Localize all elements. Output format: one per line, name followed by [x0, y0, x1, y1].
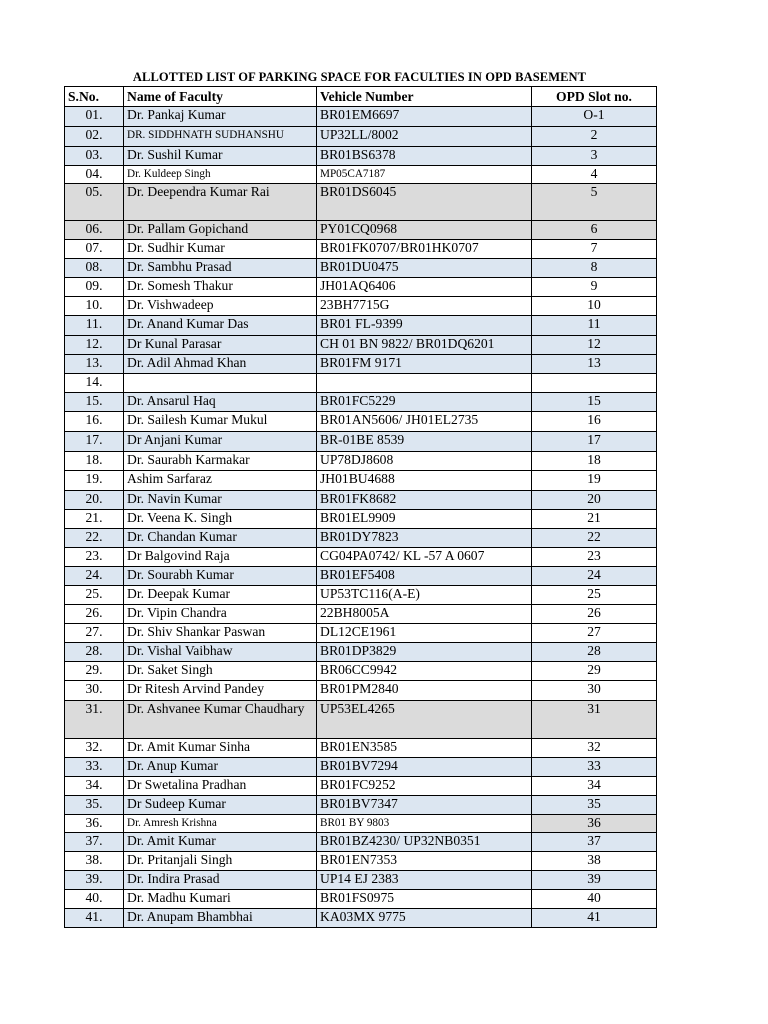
- cell-name: Dr. Sushil Kumar: [124, 147, 317, 166]
- table-row: [65, 221, 657, 240]
- cell-slot: 32: [532, 739, 657, 758]
- cell-name: Dr. Chandan Kumar: [124, 529, 317, 548]
- cell-slot: 5: [532, 184, 657, 221]
- cell-slot: 16: [532, 412, 657, 432]
- cell-sno: 15.: [65, 393, 124, 412]
- table-row: [65, 432, 657, 452]
- cell-sno: 39.: [65, 871, 124, 890]
- cell-sno: 25.: [65, 586, 124, 605]
- cell-name: Dr. Saurabh Karmakar: [124, 452, 317, 471]
- table-row: [65, 796, 657, 815]
- cell-slot: 19: [532, 471, 657, 491]
- cell-name: Dr. Vishwadeep: [124, 297, 317, 316]
- cell-sno: 12.: [65, 336, 124, 355]
- cell-name: Dr. Vishal Vaibhaw: [124, 643, 317, 662]
- cell-name: [124, 374, 317, 393]
- cell-vehicle: BR01 FL-9399: [317, 316, 532, 336]
- cell-name: DR. SIDDHNATH SUDHANSHU: [124, 127, 317, 147]
- cell-name: Dr. Somesh Thakur: [124, 278, 317, 297]
- table-row: [65, 890, 657, 909]
- table-row: [65, 107, 657, 127]
- cell-sno: 10.: [65, 297, 124, 316]
- cell-name: Dr. Sudhir Kumar: [124, 240, 317, 259]
- cell-sno: 30.: [65, 681, 124, 701]
- cell-vehicle: BR01DP3829: [317, 643, 532, 662]
- cell-vehicle: UP78DJ8608: [317, 452, 532, 471]
- header-slot: OPD Slot no.: [532, 87, 657, 107]
- table-row: [65, 624, 657, 643]
- table-row: [65, 491, 657, 510]
- cell-sno: 29.: [65, 662, 124, 681]
- cell-vehicle: DL12CE1961: [317, 624, 532, 643]
- cell-vehicle: UP32LL/8002: [317, 127, 532, 147]
- table-row: [65, 278, 657, 297]
- cell-sno: 08.: [65, 259, 124, 278]
- cell-vehicle: BR01FK0707/BR01HK0707: [317, 240, 532, 259]
- header-vehicle: Vehicle Number: [317, 87, 532, 107]
- cell-vehicle: 22BH8005A: [317, 605, 532, 624]
- table-row: [65, 852, 657, 871]
- cell-vehicle: BR-01BE 8539: [317, 432, 532, 452]
- cell-slot: 17: [532, 432, 657, 452]
- cell-sno: 03.: [65, 147, 124, 166]
- cell-sno: 33.: [65, 758, 124, 777]
- cell-sno: 06.: [65, 221, 124, 240]
- cell-slot: [532, 374, 657, 393]
- cell-vehicle: BR01EM6697: [317, 107, 532, 127]
- cell-slot: 7: [532, 240, 657, 259]
- cell-slot: 4: [532, 166, 657, 184]
- cell-slot: 13: [532, 355, 657, 374]
- cell-vehicle: BR01BV7347: [317, 796, 532, 815]
- cell-sno: 32.: [65, 739, 124, 758]
- cell-name: Ashim Sarfaraz: [124, 471, 317, 491]
- cell-sno: 09.: [65, 278, 124, 297]
- cell-name: Dr. Anup Kumar: [124, 758, 317, 777]
- cell-name: Dr Anjani Kumar: [124, 432, 317, 452]
- cell-name: Dr. Saket Singh: [124, 662, 317, 681]
- cell-name: Dr Kunal Parasar: [124, 336, 317, 355]
- cell-sno: 40.: [65, 890, 124, 909]
- cell-slot: 10: [532, 297, 657, 316]
- table-row: [65, 166, 657, 184]
- cell-name: Dr Sudeep Kumar: [124, 796, 317, 815]
- table-row: [65, 316, 657, 336]
- cell-sno: 05.: [65, 184, 124, 221]
- cell-vehicle: UP53TC116(A-E): [317, 586, 532, 605]
- cell-name: Dr. Veena K. Singh: [124, 510, 317, 529]
- table-row: [65, 586, 657, 605]
- cell-slot: 15: [532, 393, 657, 412]
- cell-slot: 20: [532, 491, 657, 510]
- cell-vehicle: BR01BV7294: [317, 758, 532, 777]
- cell-sno: 13.: [65, 355, 124, 374]
- cell-slot: 28: [532, 643, 657, 662]
- table-row: [65, 758, 657, 777]
- cell-sno: 26.: [65, 605, 124, 624]
- cell-sno: 27.: [65, 624, 124, 643]
- cell-name: Dr. Pallam Gopichand: [124, 221, 317, 240]
- cell-sno: 41.: [65, 909, 124, 928]
- cell-vehicle: BR01DY7823: [317, 529, 532, 548]
- table-row: [65, 147, 657, 166]
- table-row: [65, 548, 657, 567]
- cell-sno: 37.: [65, 833, 124, 852]
- cell-sno: 17.: [65, 432, 124, 452]
- cell-slot: 23: [532, 548, 657, 567]
- table-row: [65, 662, 657, 681]
- cell-vehicle: BR06CC9942: [317, 662, 532, 681]
- table-row: [65, 452, 657, 471]
- cell-slot: 11: [532, 316, 657, 336]
- cell-slot: 8: [532, 259, 657, 278]
- cell-sno: 36.: [65, 815, 124, 833]
- header-row: [65, 87, 657, 107]
- cell-slot: 3: [532, 147, 657, 166]
- cell-vehicle: PY01CQ0968: [317, 221, 532, 240]
- cell-name: Dr. Kuldeep Singh: [124, 166, 317, 184]
- table-row: [65, 529, 657, 548]
- table-row: [65, 681, 657, 701]
- cell-name: Dr. Ashvanee Kumar Chaudhary: [124, 701, 317, 739]
- cell-sno: 18.: [65, 452, 124, 471]
- cell-name: Dr. Anupam Bhambhai: [124, 909, 317, 928]
- cell-vehicle: BR01FS0975: [317, 890, 532, 909]
- table-row: [65, 510, 657, 529]
- cell-slot: 12: [532, 336, 657, 355]
- table-row: [65, 127, 657, 147]
- cell-name: Dr. Vipin Chandra: [124, 605, 317, 624]
- cell-vehicle: [317, 374, 532, 393]
- table-row: [65, 871, 657, 890]
- cell-vehicle: KA03MX 9775: [317, 909, 532, 928]
- cell-sno: 07.: [65, 240, 124, 259]
- cell-slot: 22: [532, 529, 657, 548]
- cell-name: Dr. Navin Kumar: [124, 491, 317, 510]
- table-row: [65, 259, 657, 278]
- table-row: [65, 471, 657, 491]
- cell-sno: 11.: [65, 316, 124, 336]
- cell-slot: 27: [532, 624, 657, 643]
- cell-slot: O-1: [532, 107, 657, 127]
- cell-vehicle: BR01PM2840: [317, 681, 532, 701]
- cell-slot: 31: [532, 701, 657, 739]
- cell-vehicle: UP14 EJ 2383: [317, 871, 532, 890]
- cell-slot: 2: [532, 127, 657, 147]
- cell-name: Dr. Shiv Shankar Paswan: [124, 624, 317, 643]
- cell-slot: 36: [532, 815, 657, 833]
- cell-vehicle: BR01FM 9171: [317, 355, 532, 374]
- cell-sno: 21.: [65, 510, 124, 529]
- header-sno: S.No.: [65, 87, 124, 107]
- cell-slot: 40: [532, 890, 657, 909]
- cell-vehicle: BR01DS6045: [317, 184, 532, 221]
- cell-name: Dr. Ansarul Haq: [124, 393, 317, 412]
- cell-name: Dr. Amit Kumar Sinha: [124, 739, 317, 758]
- cell-slot: 25: [532, 586, 657, 605]
- cell-sno: 34.: [65, 777, 124, 796]
- table-row: [65, 355, 657, 374]
- table-row: [65, 701, 657, 739]
- cell-name: Dr. Anand Kumar Das: [124, 316, 317, 336]
- cell-slot: 34: [532, 777, 657, 796]
- cell-vehicle: MP05CA7187: [317, 166, 532, 184]
- document-title: ALLOTTED LIST OF PARKING SPACE FOR FACULTIES IN OPD BASEMENT: [132, 70, 587, 84]
- cell-sno: 38.: [65, 852, 124, 871]
- cell-name: Dr. Amresh Krishna: [124, 815, 317, 833]
- cell-vehicle: BR01BZ4230/ UP32NB0351: [317, 833, 532, 852]
- table-row: [65, 815, 657, 833]
- cell-sno: 23.: [65, 548, 124, 567]
- cell-slot: 6: [532, 221, 657, 240]
- cell-slot: 18: [532, 452, 657, 471]
- cell-sno: 22.: [65, 529, 124, 548]
- table-row: [65, 605, 657, 624]
- header-name: Name of Faculty: [124, 87, 317, 107]
- cell-vehicle: CG04PA0742/ KL -57 A 0607: [317, 548, 532, 567]
- table-row: [65, 393, 657, 412]
- cell-sno: 14.: [65, 374, 124, 393]
- cell-slot: 37: [532, 833, 657, 852]
- cell-vehicle: JH01AQ6406: [317, 278, 532, 297]
- cell-vehicle: UP53EL4265: [317, 701, 532, 739]
- table-row: [65, 336, 657, 355]
- cell-vehicle: BR01BS6378: [317, 147, 532, 166]
- table-row: [65, 739, 657, 758]
- cell-sno: 01.: [65, 107, 124, 127]
- table-row: [65, 643, 657, 662]
- cell-vehicle: JH01BU4688: [317, 471, 532, 491]
- table-body: [65, 107, 657, 928]
- cell-sno: 16.: [65, 412, 124, 432]
- cell-sno: 35.: [65, 796, 124, 815]
- cell-sno: 19.: [65, 471, 124, 491]
- cell-slot: 35: [532, 796, 657, 815]
- cell-slot: 29: [532, 662, 657, 681]
- cell-vehicle: BR01FC5229: [317, 393, 532, 412]
- table-row: [65, 184, 657, 221]
- cell-sno: 31.: [65, 701, 124, 739]
- cell-sno: 24.: [65, 567, 124, 586]
- cell-name: Dr. Deependra Kumar Rai: [124, 184, 317, 221]
- table-row: [65, 412, 657, 432]
- parking-allotment-table: [64, 86, 657, 928]
- table-row: [65, 833, 657, 852]
- cell-name: Dr. Sambhu Prasad: [124, 259, 317, 278]
- cell-name: Dr. Amit Kumar: [124, 833, 317, 852]
- table-row: [65, 240, 657, 259]
- cell-name: Dr. Sailesh Kumar Mukul: [124, 412, 317, 432]
- cell-slot: 41: [532, 909, 657, 928]
- cell-sno: 02.: [65, 127, 124, 147]
- cell-sno: 04.: [65, 166, 124, 184]
- cell-vehicle: BR01EN3585: [317, 739, 532, 758]
- cell-slot: 26: [532, 605, 657, 624]
- cell-name: Dr. Sourabh Kumar: [124, 567, 317, 586]
- cell-vehicle: BR01AN5606/ JH01EL2735: [317, 412, 532, 432]
- cell-sno: 28.: [65, 643, 124, 662]
- cell-slot: 39: [532, 871, 657, 890]
- cell-vehicle: BR01FK8682: [317, 491, 532, 510]
- cell-name: Dr. Pritanjali Singh: [124, 852, 317, 871]
- cell-name: Dr. Adil Ahmad Khan: [124, 355, 317, 374]
- cell-slot: 38: [532, 852, 657, 871]
- cell-name: Dr. Indira Prasad: [124, 871, 317, 890]
- cell-slot: 33: [532, 758, 657, 777]
- cell-name: Dr Swetalina Pradhan: [124, 777, 317, 796]
- table-row: [65, 777, 657, 796]
- cell-sno: 20.: [65, 491, 124, 510]
- cell-slot: 21: [532, 510, 657, 529]
- table-row: [65, 909, 657, 928]
- cell-vehicle: CH 01 BN 9822/ BR01DQ6201: [317, 336, 532, 355]
- cell-name: Dr. Pankaj Kumar: [124, 107, 317, 127]
- table-row: [65, 567, 657, 586]
- cell-slot: 9: [532, 278, 657, 297]
- cell-vehicle: BR01EF5408: [317, 567, 532, 586]
- cell-vehicle: BR01EN7353: [317, 852, 532, 871]
- cell-slot: 24: [532, 567, 657, 586]
- cell-slot: 30: [532, 681, 657, 701]
- cell-vehicle: BR01EL9909: [317, 510, 532, 529]
- cell-vehicle: BR01 BY 9803: [317, 815, 532, 833]
- table-row: [65, 374, 657, 393]
- table-row: [65, 297, 657, 316]
- cell-name: Dr Ritesh Arvind Pandey: [124, 681, 317, 701]
- cell-vehicle: BR01DU0475: [317, 259, 532, 278]
- cell-name: Dr Balgovind Raja: [124, 548, 317, 567]
- cell-name: Dr. Deepak Kumar: [124, 586, 317, 605]
- cell-vehicle: BR01FC9252: [317, 777, 532, 796]
- cell-name: Dr. Madhu Kumari: [124, 890, 317, 909]
- cell-vehicle: 23BH7715G: [317, 297, 532, 316]
